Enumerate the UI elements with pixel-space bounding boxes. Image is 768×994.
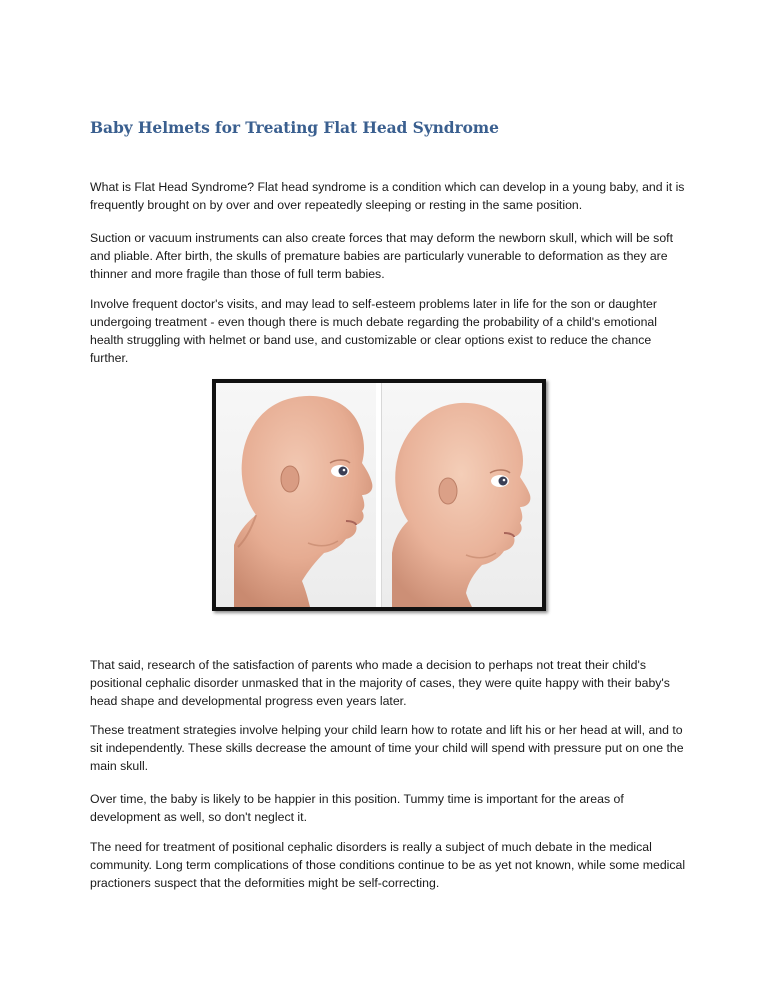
page-title: Baby Helmets for Treating Flat Head Syndrome [90,118,499,137]
baby-profile-photo [212,379,546,611]
paragraph: Over time, the baby is likely to be happier in this position. Tummy time is important for the areas of development as well, so don't neglect it. [90,792,624,824]
paragraph: Suction or vacuum instruments can also create forces that may deform the newborn skull, which will be soft and pliable. After birth, the skulls of premature babies are particularly vunerable to deformation as they are thinner and more fragile than those of full term babies. [90,231,673,281]
paragraph: The need for treatment of positional cephalic disorders is really a subject of much debate in the medical community. Long term complications of those conditions continue to be as yet not known, while some medical practioners suspect that the deformities might be self-correcting. [90,840,686,890]
paragraph: What is Flat Head Syndrome? Flat head syndrome is a condition which can develop in a young baby, and it is frequently brought on by over and over repeatedly sleeping or resting in the same position. [90,180,685,212]
paragraph: That said, research of the satisfaction of parents who made a decision to perhaps not treat their child's positional cephalic disorder unmasked that in the majority of cases, they were quite happy with their baby's head shape and developmental progress even years later. [90,658,670,708]
paragraph: Involve frequent doctor's visits, and may lead to self-esteem problems later in life for the son or daughter undergoing treatment - even though there is much debate regarding the probability of a child's emotional health struggling with helmet or band use, and customizable or clear options exist to reduce the chance further. [90,297,657,365]
paragraph: These treatment strategies involve helping your child learn how to rotate and lift his or her head at will, and to sit independently. These skills decrease the amount of time your child will spend with pressure put on one the main skull. [90,723,684,773]
baby-profile-illustration [216,383,542,607]
